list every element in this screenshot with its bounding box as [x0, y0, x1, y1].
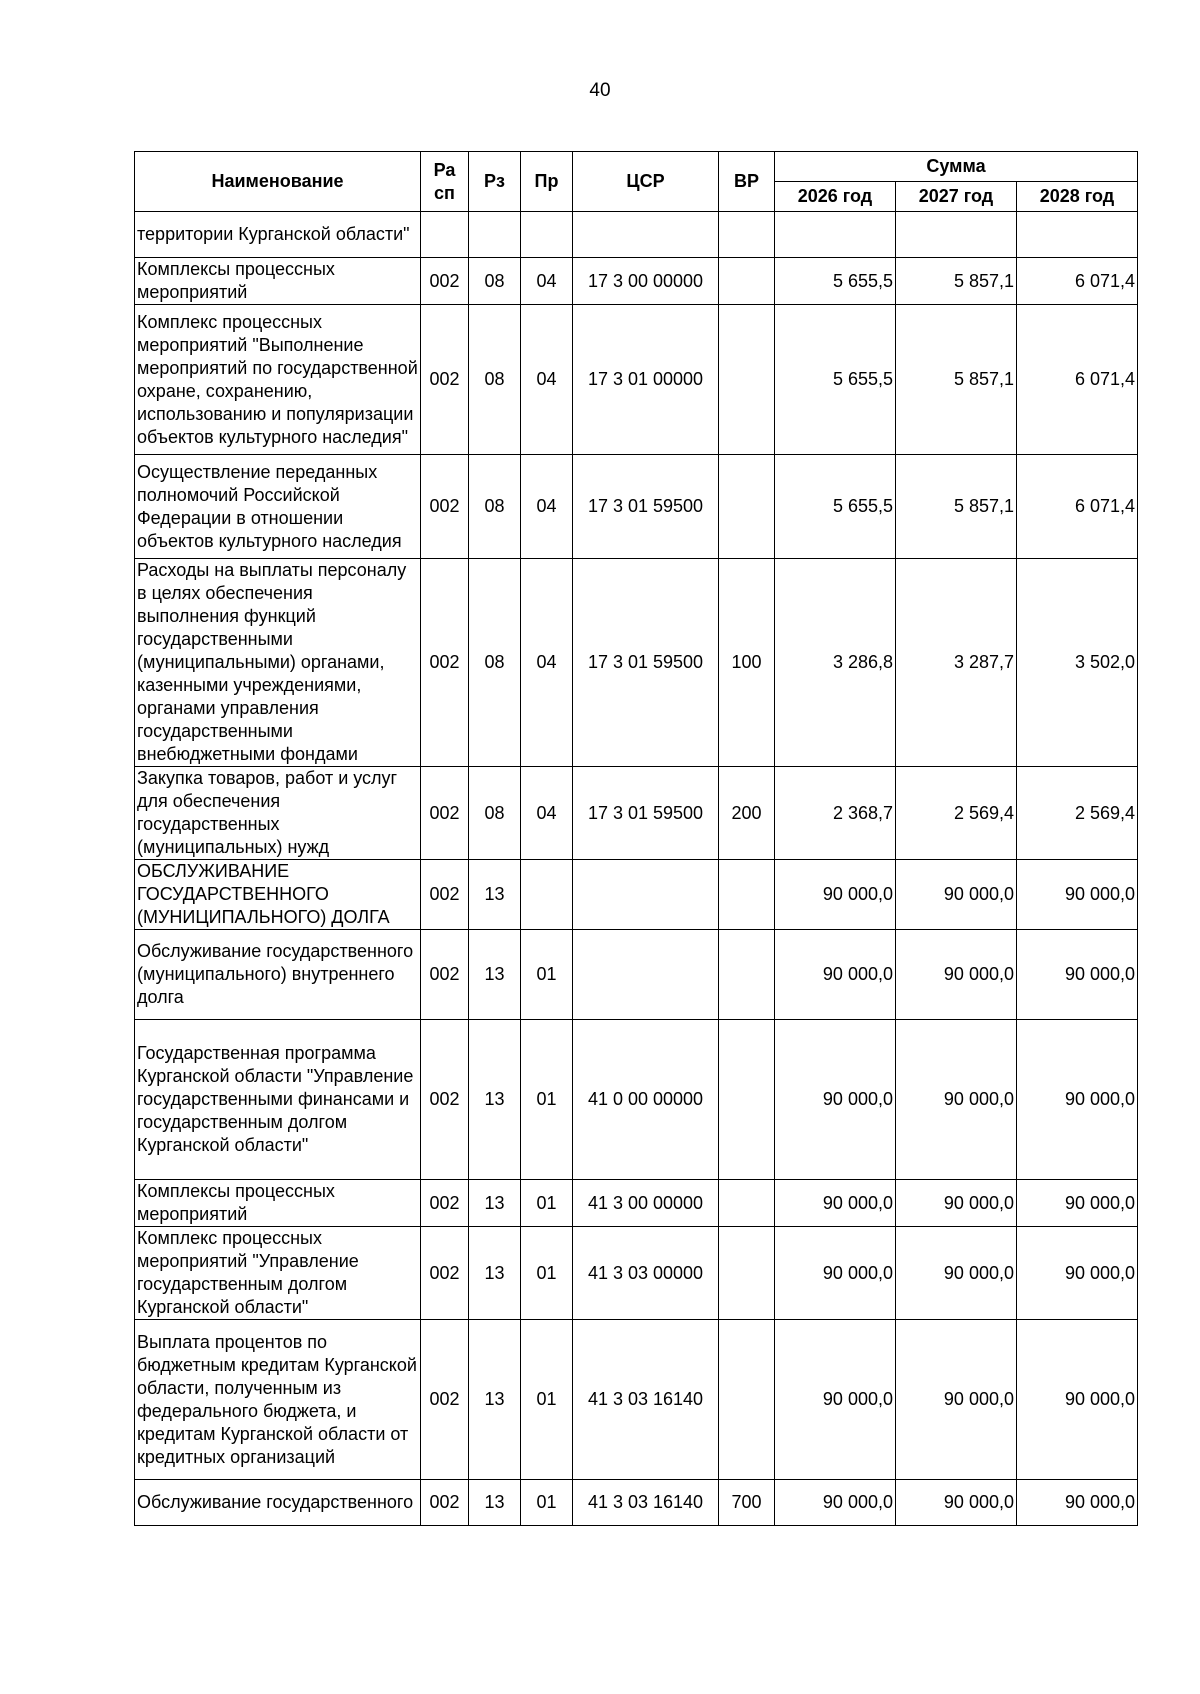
- table-row: [135, 1227, 1138, 1320]
- cell-csr: 41 0 00 00000: [573, 1020, 719, 1180]
- cell-pr: 01: [521, 1320, 573, 1480]
- cell-2027: 90 000,0: [896, 930, 1017, 1020]
- cell-csr: 17 3 01 59500: [573, 455, 719, 559]
- cell-rasp: 002: [421, 1180, 469, 1227]
- cell-rz: [469, 212, 521, 258]
- page-number: 40: [589, 80, 611, 101]
- cell-2028: 90 000,0: [1017, 1180, 1138, 1227]
- cell-rz: 13: [469, 1227, 521, 1320]
- cell-2028: 90 000,0: [1017, 1480, 1138, 1526]
- cell-vr: 200: [719, 767, 775, 860]
- cell-pr: 01: [521, 1180, 573, 1227]
- cell-2027: 90 000,0: [896, 1227, 1017, 1320]
- cell-2026: 90 000,0: [775, 1180, 896, 1227]
- cell-rz: 13: [469, 860, 521, 930]
- cell-pr: 01: [521, 1227, 573, 1320]
- cell-csr: 17 3 00 00000: [573, 258, 719, 305]
- cell-2027: 90 000,0: [896, 1320, 1017, 1480]
- cell-rasp: 002: [421, 1480, 469, 1526]
- cell-rasp: 002: [421, 930, 469, 1020]
- cell-2028: 90 000,0: [1017, 1227, 1138, 1320]
- cell-pr: 04: [521, 559, 573, 767]
- cell-pr: [521, 860, 573, 930]
- cell-vr: [719, 258, 775, 305]
- cell-2027: 90 000,0: [896, 1480, 1017, 1526]
- table-row: [135, 305, 1138, 455]
- header-year-2028: 2028 год: [1017, 182, 1138, 212]
- cell-name: ОБСЛУЖИВАНИЕ ГОСУДАРСТВЕННОГО (МУНИЦИПАЛЬНОГО) ДОЛГА: [135, 860, 421, 930]
- cell-2026: 90 000,0: [775, 860, 896, 930]
- cell-rasp: [421, 212, 469, 258]
- cell-rz: 13: [469, 1480, 521, 1526]
- cell-vr: [719, 1020, 775, 1180]
- header-csr: ЦСР: [573, 152, 719, 212]
- table-header: [135, 152, 1138, 212]
- cell-2027: 5 857,1: [896, 258, 1017, 305]
- table-body: [135, 212, 1138, 1526]
- cell-name: Расходы на выплаты персоналу в целях обеспечения выполнения функций государственными (муниципальными) органами, казенными учреждениями, органами управления государственными внебюджетными фондами: [135, 559, 421, 767]
- cell-2027: 90 000,0: [896, 1020, 1017, 1180]
- cell-name: Обслуживание государственного: [135, 1480, 421, 1526]
- cell-2027: 3 287,7: [896, 559, 1017, 767]
- cell-2026: 3 286,8: [775, 559, 896, 767]
- cell-rz: 13: [469, 1320, 521, 1480]
- cell-2026: 2 368,7: [775, 767, 896, 860]
- cell-rz: 08: [469, 258, 521, 305]
- cell-2027: 5 857,1: [896, 455, 1017, 559]
- cell-2026: 5 655,5: [775, 305, 896, 455]
- cell-vr: [719, 1180, 775, 1227]
- cell-2026: 90 000,0: [775, 1480, 896, 1526]
- cell-rasp: 002: [421, 860, 469, 930]
- cell-csr: 41 3 00 00000: [573, 1180, 719, 1227]
- cell-rasp: 002: [421, 767, 469, 860]
- table-row: [135, 1480, 1138, 1526]
- cell-2028: 6 071,4: [1017, 305, 1138, 455]
- table-row: [135, 767, 1138, 860]
- table-row: [135, 212, 1138, 258]
- cell-2028: 90 000,0: [1017, 1320, 1138, 1480]
- header-year-2026: 2026 год: [775, 182, 896, 212]
- cell-rz: 13: [469, 1180, 521, 1227]
- cell-rasp: 002: [421, 305, 469, 455]
- cell-rz: 08: [469, 559, 521, 767]
- cell-2027: [896, 212, 1017, 258]
- cell-pr: 04: [521, 767, 573, 860]
- cell-vr: [719, 1320, 775, 1480]
- cell-pr: 04: [521, 258, 573, 305]
- cell-2028: 90 000,0: [1017, 930, 1138, 1020]
- cell-name: Комплексы процессных мероприятий: [135, 258, 421, 305]
- cell-2028: 6 071,4: [1017, 455, 1138, 559]
- cell-csr: 17 3 01 00000: [573, 305, 719, 455]
- cell-2026: 5 655,5: [775, 455, 896, 559]
- cell-rasp: 002: [421, 455, 469, 559]
- cell-vr: 100: [719, 559, 775, 767]
- cell-csr: 41 3 03 16140: [573, 1320, 719, 1480]
- header-rz: Рз: [469, 152, 521, 212]
- cell-rz: 08: [469, 767, 521, 860]
- cell-csr: [573, 930, 719, 1020]
- table-row: [135, 860, 1138, 930]
- cell-name: Комплексы процессных мероприятий: [135, 1180, 421, 1227]
- cell-pr: [521, 212, 573, 258]
- cell-vr: [719, 455, 775, 559]
- header-name: Наименование: [135, 152, 421, 212]
- cell-pr: 04: [521, 455, 573, 559]
- cell-csr: 17 3 01 59500: [573, 559, 719, 767]
- cell-rasp: 002: [421, 258, 469, 305]
- table-row: [135, 1320, 1138, 1480]
- header-rasp: Ра сп: [421, 152, 469, 212]
- cell-name: Государственная программа Курганской области "Управление государственными финансами и государственным долгом Курганской области": [135, 1020, 421, 1180]
- cell-rz: 13: [469, 1020, 521, 1180]
- cell-2027: 5 857,1: [896, 305, 1017, 455]
- cell-rasp: 002: [421, 1227, 469, 1320]
- cell-rasp: 002: [421, 1320, 469, 1480]
- table-row: [135, 455, 1138, 559]
- table-row: [135, 930, 1138, 1020]
- header-pr: Пр: [521, 152, 573, 212]
- cell-name: Комплекс процессных мероприятий "Выполнение мероприятий по государственной охране, сохранению, использованию и популяризации объектов культурного наследия": [135, 305, 421, 455]
- cell-name: территории Курганской области": [135, 212, 421, 258]
- header-sum: Сумма: [775, 152, 1138, 182]
- cell-2028: 2 569,4: [1017, 767, 1138, 860]
- cell-csr: [573, 212, 719, 258]
- cell-pr: 01: [521, 930, 573, 1020]
- header-vr: ВР: [719, 152, 775, 212]
- cell-vr: [719, 930, 775, 1020]
- cell-vr: 700: [719, 1480, 775, 1526]
- cell-pr: 04: [521, 305, 573, 455]
- budget-table: [134, 151, 1138, 1526]
- cell-csr: [573, 860, 719, 930]
- cell-rasp: 002: [421, 559, 469, 767]
- cell-2026: 90 000,0: [775, 930, 896, 1020]
- cell-csr: 17 3 01 59500: [573, 767, 719, 860]
- cell-vr: [719, 860, 775, 930]
- table-row: [135, 559, 1138, 767]
- cell-2028: 3 502,0: [1017, 559, 1138, 767]
- cell-2028: 6 071,4: [1017, 258, 1138, 305]
- cell-2027: 90 000,0: [896, 1180, 1017, 1227]
- cell-2026: [775, 212, 896, 258]
- cell-vr: [719, 212, 775, 258]
- cell-2026: 90 000,0: [775, 1227, 896, 1320]
- cell-name: Закупка товаров, работ и услуг для обеспечения государственных (муниципальных) нужд: [135, 767, 421, 860]
- cell-vr: [719, 305, 775, 455]
- cell-name: Выплата процентов по бюджетным кредитам Курганской области, полученным из федерального бюджета, и кредитам Курганской области от кредитных организаций: [135, 1320, 421, 1480]
- cell-name: Комплекс процессных мероприятий "Управление государственным долгом Курганской области": [135, 1227, 421, 1320]
- cell-rz: 08: [469, 305, 521, 455]
- table-row: [135, 1180, 1138, 1227]
- cell-pr: 01: [521, 1020, 573, 1180]
- cell-2026: 5 655,5: [775, 258, 896, 305]
- cell-csr: 41 3 03 16140: [573, 1480, 719, 1526]
- cell-rasp: 002: [421, 1020, 469, 1180]
- cell-pr: 01: [521, 1480, 573, 1526]
- table-row: [135, 1020, 1138, 1180]
- table-row: [135, 258, 1138, 305]
- header-year-2027: 2027 год: [896, 182, 1017, 212]
- cell-2027: 90 000,0: [896, 860, 1017, 930]
- cell-rz: 08: [469, 455, 521, 559]
- cell-2028: 90 000,0: [1017, 860, 1138, 930]
- cell-name: Осуществление переданных полномочий Российской Федерации в отношении объектов культурного наследия: [135, 455, 421, 559]
- cell-2027: 2 569,4: [896, 767, 1017, 860]
- cell-2026: 90 000,0: [775, 1020, 896, 1180]
- cell-vr: [719, 1227, 775, 1320]
- cell-rz: 13: [469, 930, 521, 1020]
- cell-2026: 90 000,0: [775, 1320, 896, 1480]
- cell-name: Обслуживание государственного (муниципального) внутреннего долга: [135, 930, 421, 1020]
- cell-csr: 41 3 03 00000: [573, 1227, 719, 1320]
- cell-2028: [1017, 212, 1138, 258]
- cell-2028: 90 000,0: [1017, 1020, 1138, 1180]
